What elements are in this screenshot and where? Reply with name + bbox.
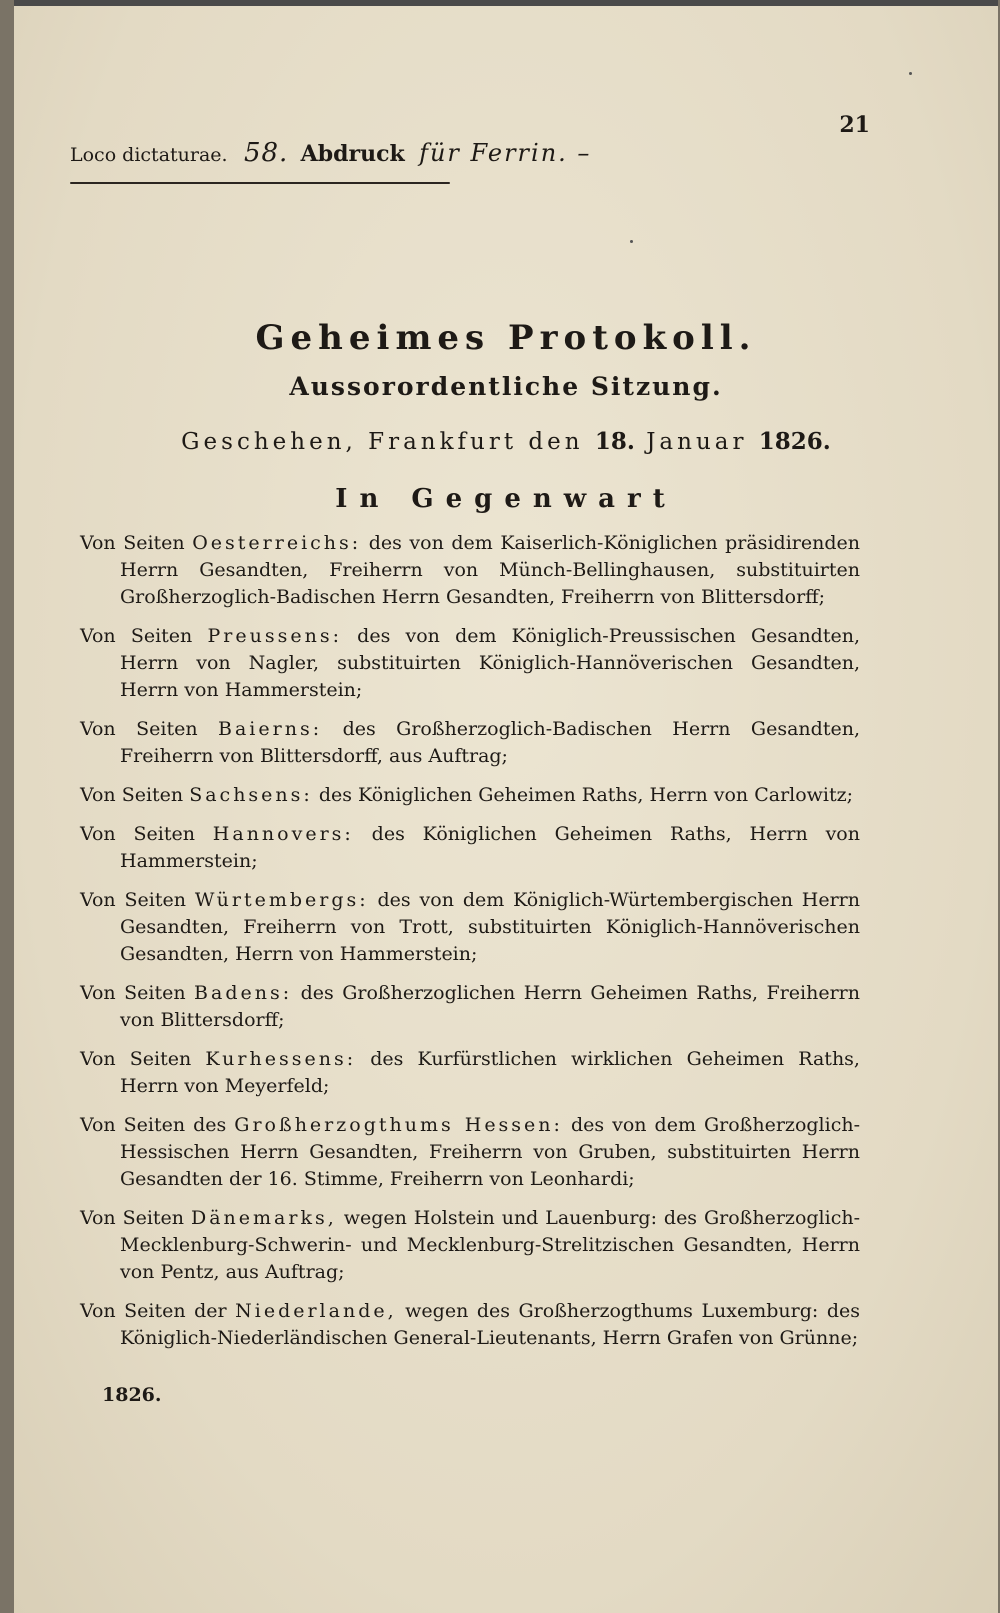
entry-state: Hannovers: [212,823,354,845]
entry-state: Kurhessens: [205,1048,357,1070]
abdruck-label: Abdruck [300,141,405,167]
presence-heading: In Gegenwart [335,484,677,514]
scan-edge [14,0,998,6]
entry-text: des von dem Kaiserlich-Königlichen präsidirenden Herrn Gesandten, Freiherrn von Münch-Bellinghausen, substituirten Großherzoglich-Badischen Herrn Gesandten, Freiherrn von Blittersdorff; [120,532,860,608]
attendance-entry [80,1298,860,1352]
entry-head: Von Seiten [80,718,198,740]
document-page [14,0,998,1613]
entry-state: Badens: [194,982,293,1004]
attendance-entry [80,1205,860,1286]
speck [630,240,633,243]
attendance-entry [80,782,860,809]
entry-state: Sachsens: [189,784,313,806]
entry-text: des Königlichen Geheimen Raths, Herrn von Carlowitz; [318,784,854,806]
attendance-entry [80,1046,860,1100]
dateline-month: Januar [646,429,748,455]
entry-head: Von Seiten [80,532,185,554]
entry-state: Baierns: [218,718,323,740]
document-title: Geheimes Protokoll. [255,318,757,358]
entry-text: des von dem Großherzoglich-Hessischen Herrn Gesandten, Freiherrn von Gruben, substituirten Herrn Gesandten der 16. Stimme, Freiherrn von Leonhardi; [120,1114,860,1190]
attendance-entry [80,530,860,611]
entry-text: wegen des Großherzogthums Luxemburg: des Königlich-Niederländischen General-Lieutenants, Herrn Grafen von Grünne; [120,1300,860,1349]
entry-head: Von Seiten [80,823,195,845]
entry-head: Von Seiten [80,784,184,806]
dateline-date: 18. [594,428,635,455]
dateline-year: 1826. [758,428,831,455]
entry-state: Niederlande, [235,1300,397,1322]
attendance-entry [80,980,860,1034]
dateline [14,428,998,455]
dateline-prefix: Geschehen, Frankfurt den [181,429,584,455]
entry-state: Würtembergs: [194,889,369,911]
entry-head: Von Seiten [80,1207,185,1229]
entry-head: Von Seiten der [80,1300,227,1322]
attendance-entry [80,821,860,875]
entry-head: Von Seiten [80,982,186,1004]
page-number: 21 [839,112,870,138]
entry-text: wegen Holstein und Lauenburg: des Großherzoglich-Mecklenburg-Schwerin- und Mecklenburg-Strelitzischen Gesandten, Herrn von Pentz, aus Auftrag; [120,1207,860,1283]
handwritten-number: 58. [243,138,289,168]
attendance-entry [80,623,860,704]
entry-state: Preussens: [207,625,342,647]
entry-text: des Königlichen Geheimen Raths, Herrn von Hammerstein; [120,823,860,872]
entry-text: des von dem Königlich-Preussischen Gesandten, Herrn von Nagler, substituirten Königlich-Hannöverischen Gesandten, Herrn von Hammerstein; [120,625,860,701]
attendance-list [80,530,860,1364]
entry-head: Von Seiten [80,1048,192,1070]
dictation-header [70,138,591,168]
signature-mark: 1826. [102,1384,162,1406]
speck [909,72,912,75]
entry-text: des Großherzoglich-Badischen Herrn Gesandten, Freiherrn von Blittersdorff, aus Auftrag; [120,718,860,767]
entry-text: des Großherzoglichen Herrn Geheimen Raths, Freiherrn von Blittersdorff; [120,982,860,1031]
attendance-entry [80,1112,860,1193]
entry-head: Von Seiten [80,889,186,911]
header-underline [70,182,450,184]
handwritten-note: für Ferrin. – [419,139,592,167]
entry-head: Von Seiten [80,625,193,647]
loco-dictaturae-label: Loco dictaturae. [70,144,228,166]
entry-state: Dänemarks, [190,1207,337,1229]
entry-head: Von Seiten des [80,1114,227,1136]
entry-text: des von dem Königlich-Würtembergischen Herrn Gesandten, Freiherrn von Trott, substituirten Königlich-Hannöverischen Gesandten, Herrn von Hammerstein; [120,889,861,965]
document-subtitle: Aussorordentliche Sitzung. [289,372,723,401]
entry-state: Großherzogthums Hessen: [234,1114,563,1136]
entry-state: Oesterreichs: [192,532,362,554]
entry-text: des Kurfürstlichen wirklichen Geheimen Raths, Herrn von Meyerfeld; [120,1048,860,1097]
attendance-entry [80,716,860,770]
attendance-entry [80,887,860,968]
